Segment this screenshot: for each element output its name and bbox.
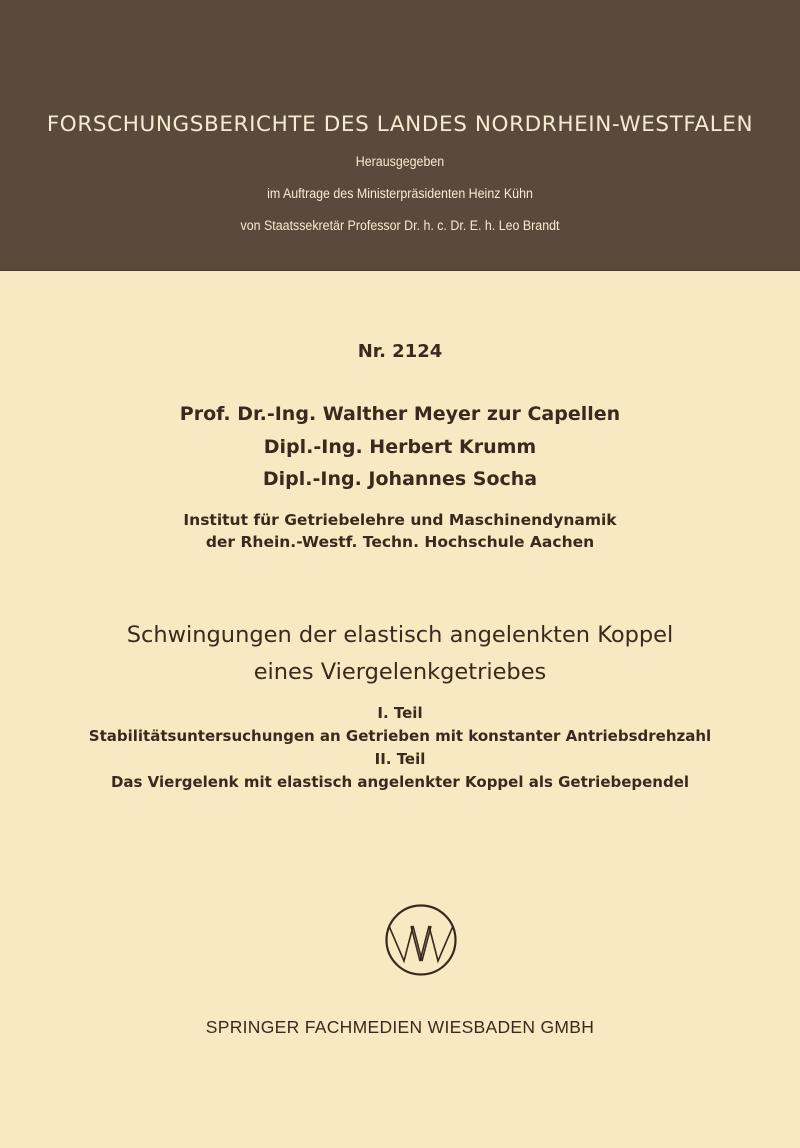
institute-line-1: Institut für Getriebelehre und Maschinendynamik (183, 511, 617, 529)
editor-label: Herausgegeben (355, 154, 445, 169)
commission-line: im Auftrage des Ministerpräsidenten Heinz Kühn (267, 186, 533, 201)
header-band (0, 0, 800, 271)
part-1-label: I. Teil (377, 704, 423, 722)
publisher-name: SPRINGER FACHMEDIEN WIESBADEN GMBH (205, 1017, 595, 1037)
part-2-subtitle: Das Viergelenk mit elastisch angelenkter Koppel als Getriebependel (110, 773, 690, 791)
author-3: Dipl.-Ing. Johannes Socha (262, 468, 538, 490)
part-2-label: II. Teil (374, 750, 426, 768)
title-line-1: Schwingungen der elastisch angelenkten Koppel (126, 622, 674, 648)
title-line-2: eines Viergelenkgetriebes (253, 659, 547, 685)
author-2: Dipl.-Ing. Herbert Krumm (263, 436, 537, 458)
report-number: Nr. 2124 (357, 341, 443, 362)
institute-line-2: der Rhein.-Westf. Techn. Hochschule Aachen (205, 533, 595, 551)
series-title: FORSCHUNGSBERICHTE DES LANDES NORDRHEIN-WESTFALEN (46, 112, 754, 137)
part-1-subtitle: Stabilitätsuntersuchungen an Getrieben mit konstanter Antriebsdrehzahl (88, 727, 712, 745)
author-1: Prof. Dr.-Ing. Walther Meyer zur Capellen (179, 403, 621, 425)
publisher-logo-icon (384, 903, 458, 977)
editor-line: von Staatssekretär Professor Dr. h. c. Dr. E. h. Leo Brandt (240, 218, 560, 233)
